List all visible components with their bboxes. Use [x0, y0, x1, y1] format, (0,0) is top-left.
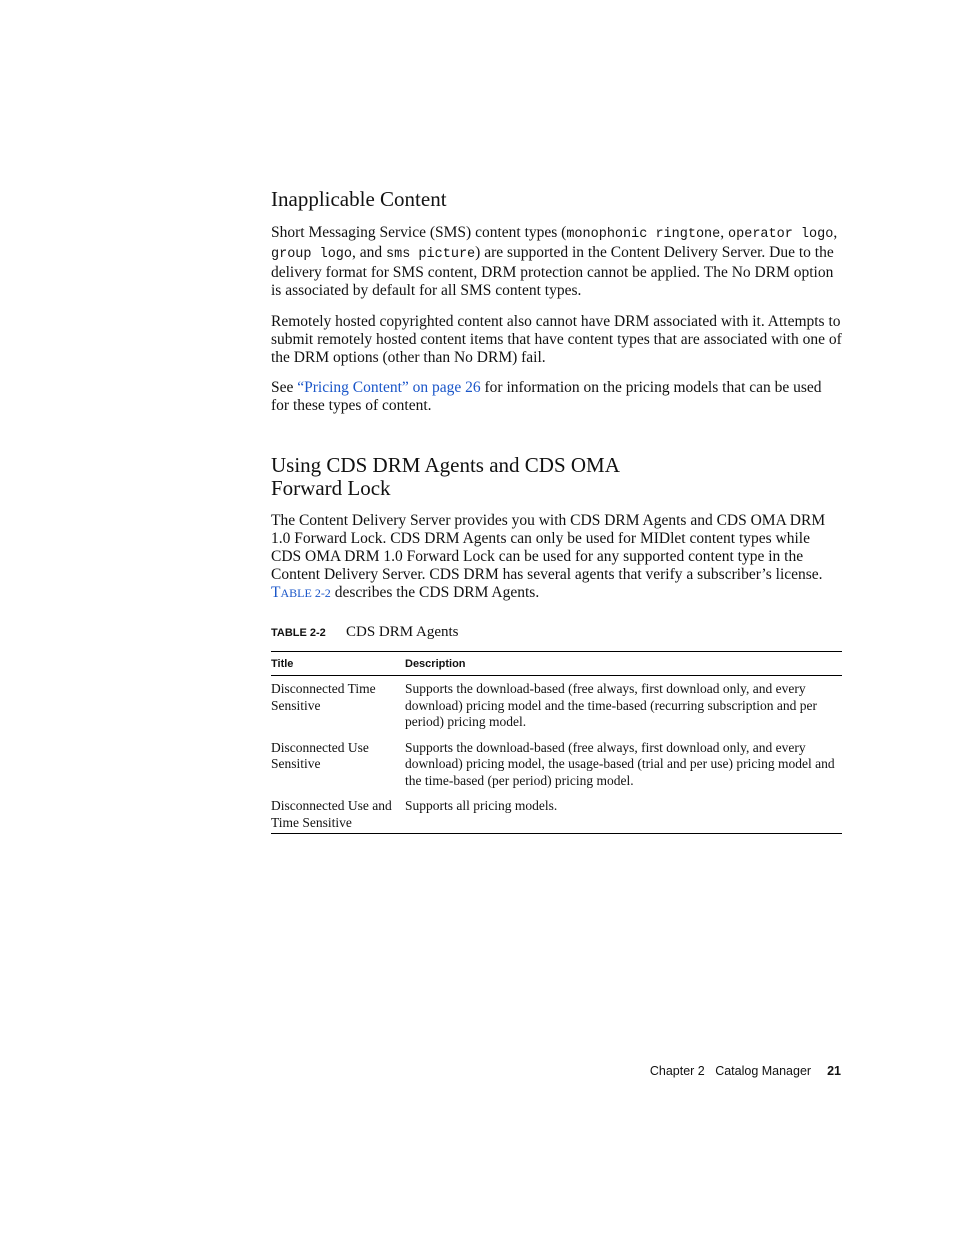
row-description: Supports the download-based (free always, first download only, and every download) pricing model, the usage-based (trial and per use) pricing model and the time-based (per period) pricing model.	[405, 739, 835, 788]
section-heading-inapplicable-content: Inapplicable Content	[271, 187, 447, 211]
table-caption	[271, 624, 842, 641]
row-title: Disconnected Use and Time Sensitive	[271, 793, 405, 834]
code-monophonic-ringtone: monophonic ringtone	[566, 227, 721, 242]
link-table-2-2[interactable]: TABLE 2-2	[271, 584, 331, 601]
table-caption-number: TABLE 2-2	[271, 627, 326, 639]
column-header-title: Title	[271, 652, 405, 676]
footer-chapter-title: Catalog Manager	[715, 1064, 812, 1078]
link-pricing-content[interactable]: “Pricing Content” on page 26	[297, 379, 481, 396]
paragraph-remote-content: Remotely hosted copyrighted content also cannot have DRM associated with it. Attempts to submit remotely hosted content items that have content types that are associated with one of the DRM options (other than No DRM) fail.	[271, 313, 842, 366]
table-row	[271, 676, 842, 735]
table-caption-title: CDS DRM Agents	[346, 624, 459, 640]
table-row	[271, 735, 842, 794]
page-footer	[650, 1064, 841, 1078]
paragraph-sms-content: Short Messaging Service (SMS) content types (monophonic ringtone, operator logo, group logo, and sms picture) are supported in the Content Delivery Server. Due to the delivery format for SMS content, DRM protection cannot be applied. The No DRM option is associated by default for all SMS content types.	[271, 224, 838, 299]
page-number: 21	[827, 1064, 841, 1078]
code-operator-logo: operator logo	[728, 227, 834, 242]
code-group-logo: group logo	[271, 247, 353, 262]
row-title: Disconnected Time Sensitive	[271, 681, 376, 713]
paragraph-see-pricing: See “Pricing Content” on page 26 for information on the pricing models that can be used for these types of content.	[271, 379, 822, 414]
page-content	[271, 188, 842, 834]
footer-chapter: Chapter 2	[649, 1064, 705, 1078]
column-header-description: Description	[405, 652, 842, 676]
section-heading-drm-agents: Using CDS DRM Agents and CDS OMA Forward Lock	[271, 453, 620, 500]
table-header-row	[271, 652, 842, 676]
code-sms-picture: sms picture	[386, 247, 476, 262]
drm-agents-table	[271, 651, 842, 834]
paragraph-drm-agents: The Content Delivery Server provides you with CDS DRM Agents and CDS OMA DRM 1.0 Forward Lock. CDS DRM Agents can only be used for MIDlet content types while CDS OMA DRM 1.0 Forward Lock can be used for any supported content type in the Content Delivery Server. CDS DRM has several agents that verify a subscriber’s license. TABLE 2-2 describes the CDS DRM Agents.	[271, 512, 826, 601]
row-description: Supports the download-based (free always, first download only, and every download) pricing model and the time-based (recurring subscription and per period) pricing model.	[405, 681, 818, 729]
table-row	[271, 793, 842, 834]
row-description: Supports all pricing models.	[405, 793, 842, 834]
row-title: Disconnected Use Sensitive	[271, 739, 369, 771]
